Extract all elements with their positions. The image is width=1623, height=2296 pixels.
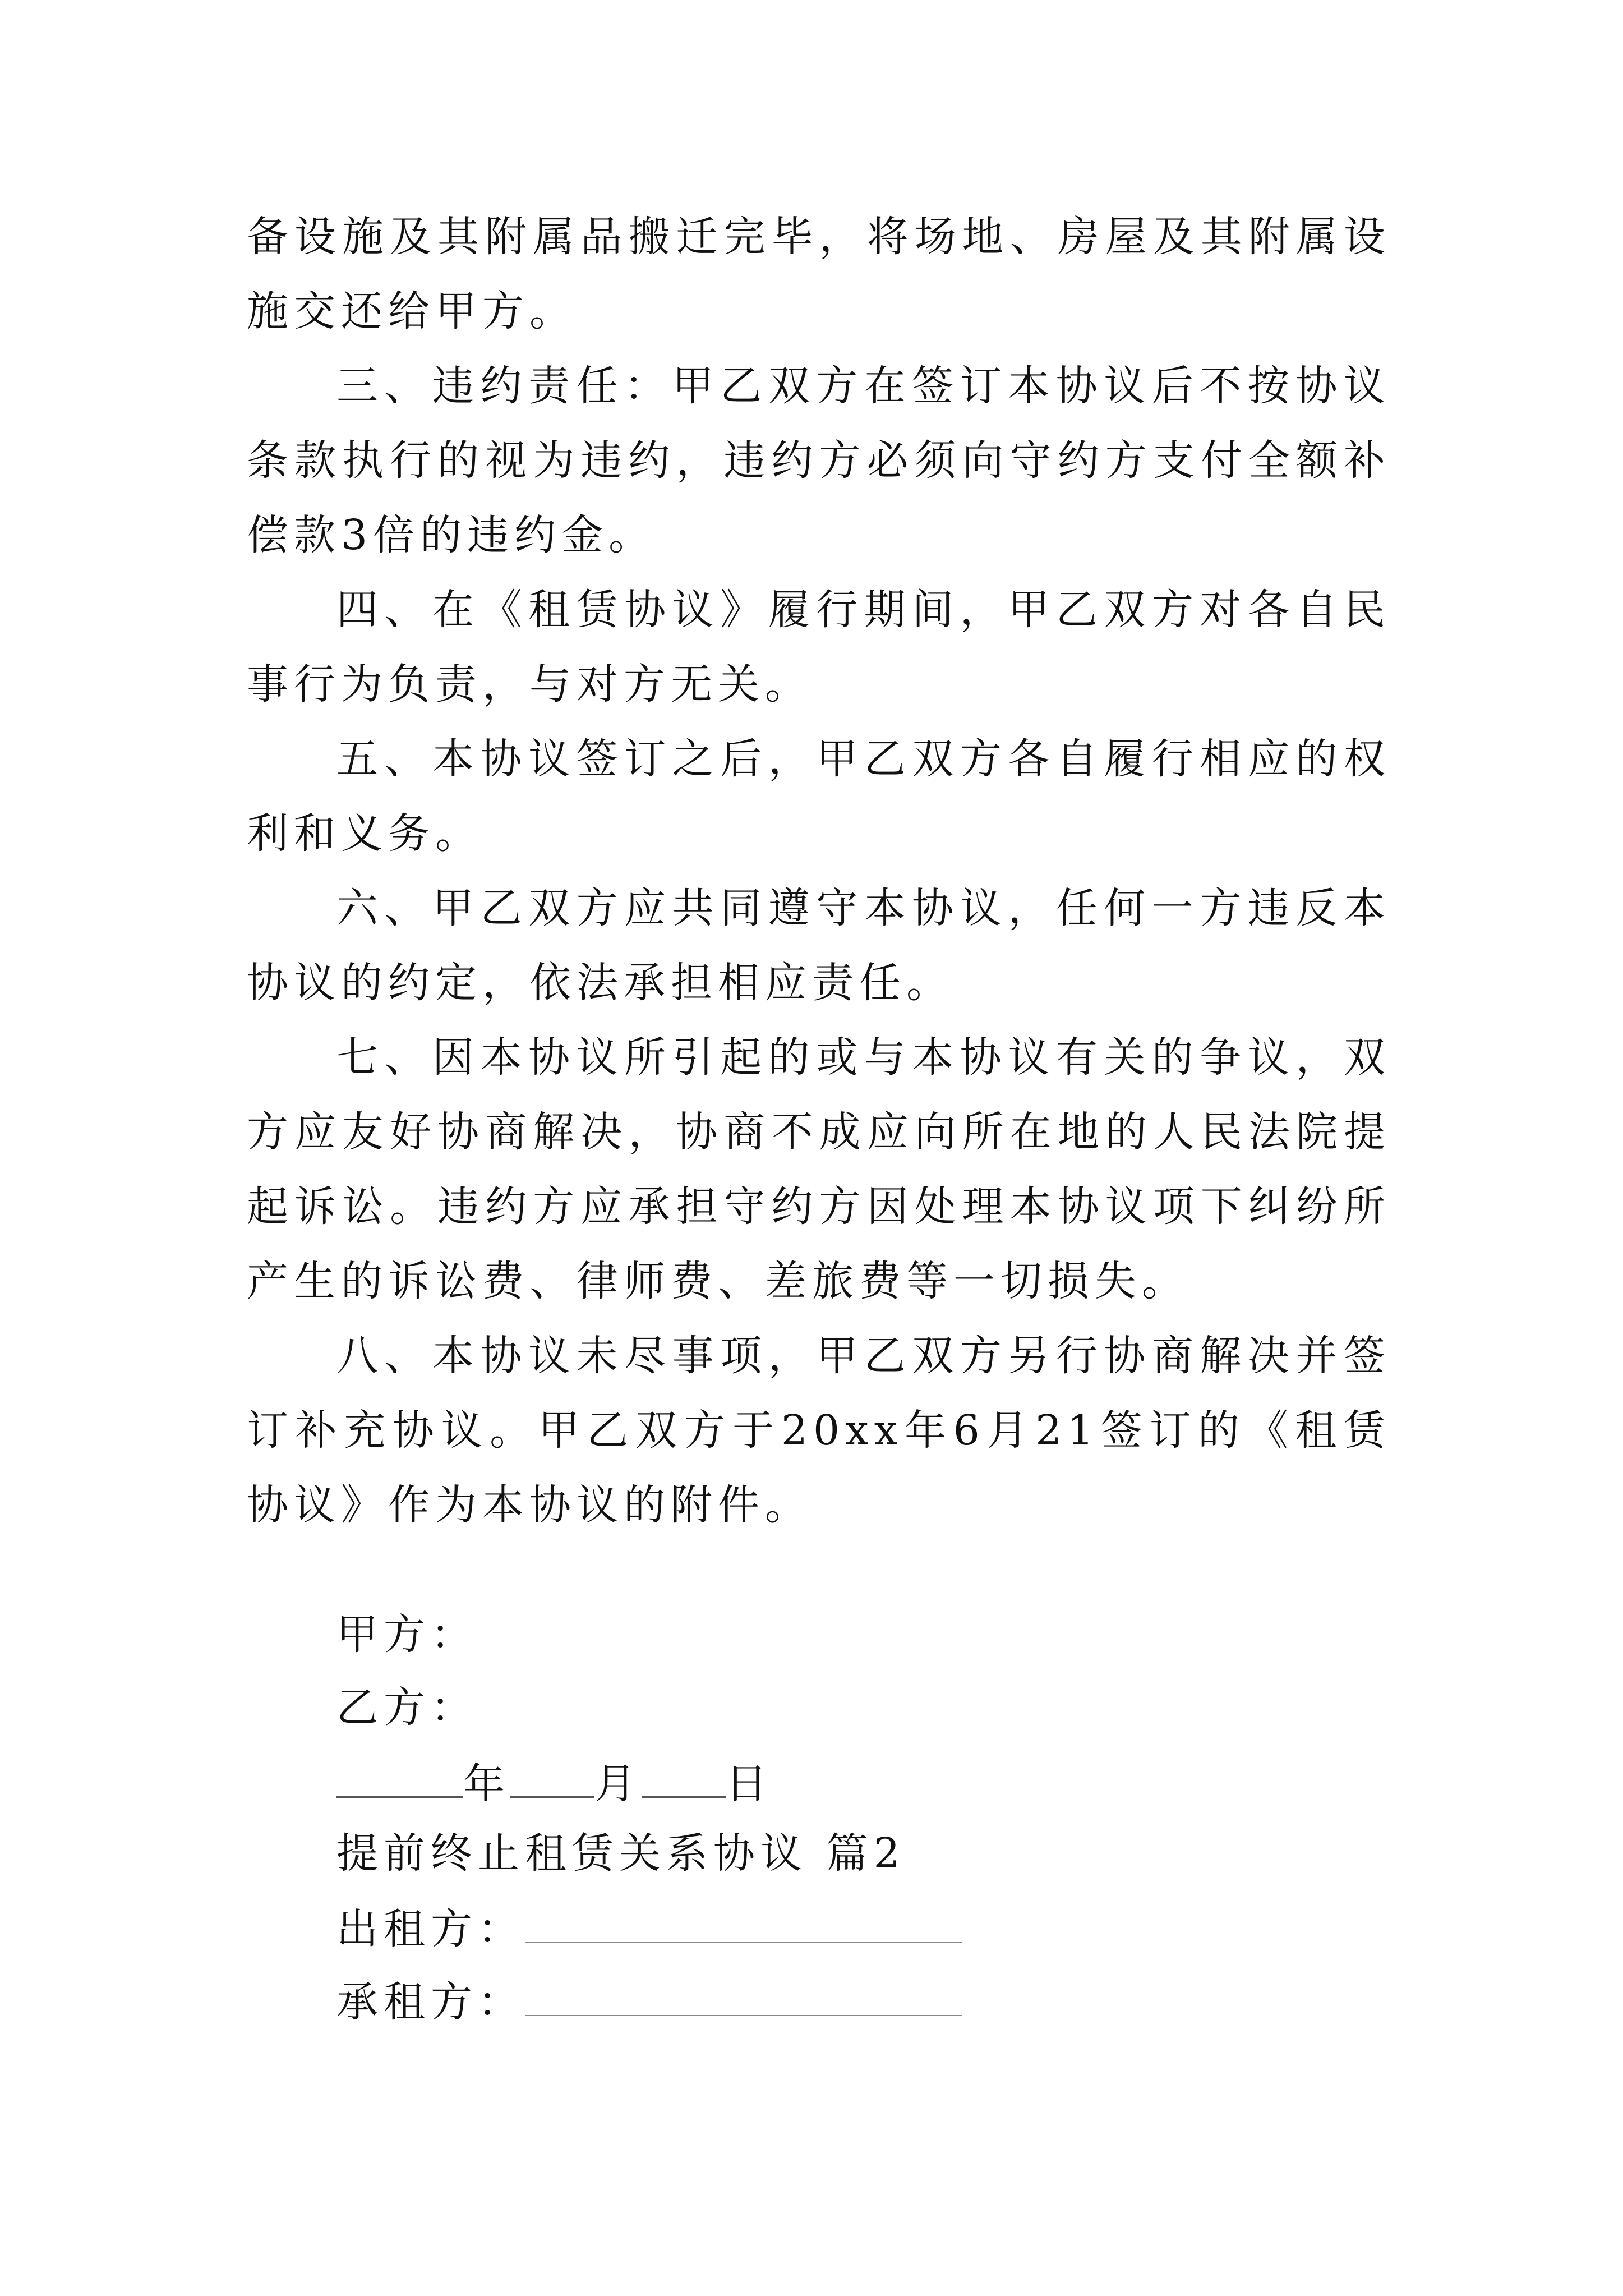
lessee-label: 承租方：: [336, 1978, 525, 2026]
party-b-line: [336, 1680, 1402, 1736]
date-line: [336, 1752, 1402, 1812]
paragraph-clause-7: 七、因本协议所引起的或与本协议有关的争议，双方应友好协商解决，协商不成应向所在地的人民法院提起诉讼。违约方应承担守约方因处理本协议项下纠纷所产生的诉讼费、律师费、差旅费等一切损失。: [247, 1033, 1391, 1305]
month-blank: [510, 1752, 594, 1798]
lessor-label: 出租方：: [336, 1905, 525, 1953]
paragraph-clause-6: 六、甲乙双方应共同遵守本协议，任何一方违反本协议的约定，依法承担相应责任。: [247, 884, 1391, 1007]
lessor-line: [336, 1898, 1402, 1957]
paragraph-continuation: 备设施及其附属品搬迁完毕，将场地、房屋及其附属设施交还给甲方。: [247, 213, 1391, 335]
lessee-line: [336, 1971, 1402, 2030]
date-day-label: 日: [726, 1760, 773, 1808]
agreement-body: [247, 200, 1391, 1543]
party-a-label: 甲方：: [336, 1611, 478, 1659]
year-blank: [336, 1752, 463, 1798]
paragraph-clause-8: 八、本协议未尽事项，甲乙双方另行协商解决并签订补充协议。甲乙双方于20xx年6月21签订的《租赁协议》作为本协议的附件。: [247, 1332, 1391, 1529]
paragraph-clause-3: 三、违约责任：甲乙双方在签订本协议后不按协议条款执行的视为违约，违约方必须向守约方支付全额补偿款3倍的违约金。: [247, 362, 1391, 559]
lessee-blank: [525, 1971, 962, 2016]
section-title-text: 提前终止租赁关系协议 篇2: [336, 1829, 906, 1878]
lessor-blank: [525, 1898, 962, 1943]
party-b-label: 乙方：: [336, 1683, 478, 1732]
section-title: [336, 1825, 1402, 1881]
date-month-label: 月: [594, 1760, 642, 1808]
paragraph-clause-5: 五、本协议签订之后，甲乙双方各自履行相应的权利和义务。: [247, 735, 1391, 858]
day-blank: [642, 1752, 726, 1798]
party-a-line: [336, 1607, 1402, 1663]
date-year-label: 年: [463, 1760, 510, 1808]
paragraph-clause-4: 四、在《租赁协议》履行期间，甲乙双方对各自民事行为负责，与对方无关。: [247, 586, 1391, 708]
